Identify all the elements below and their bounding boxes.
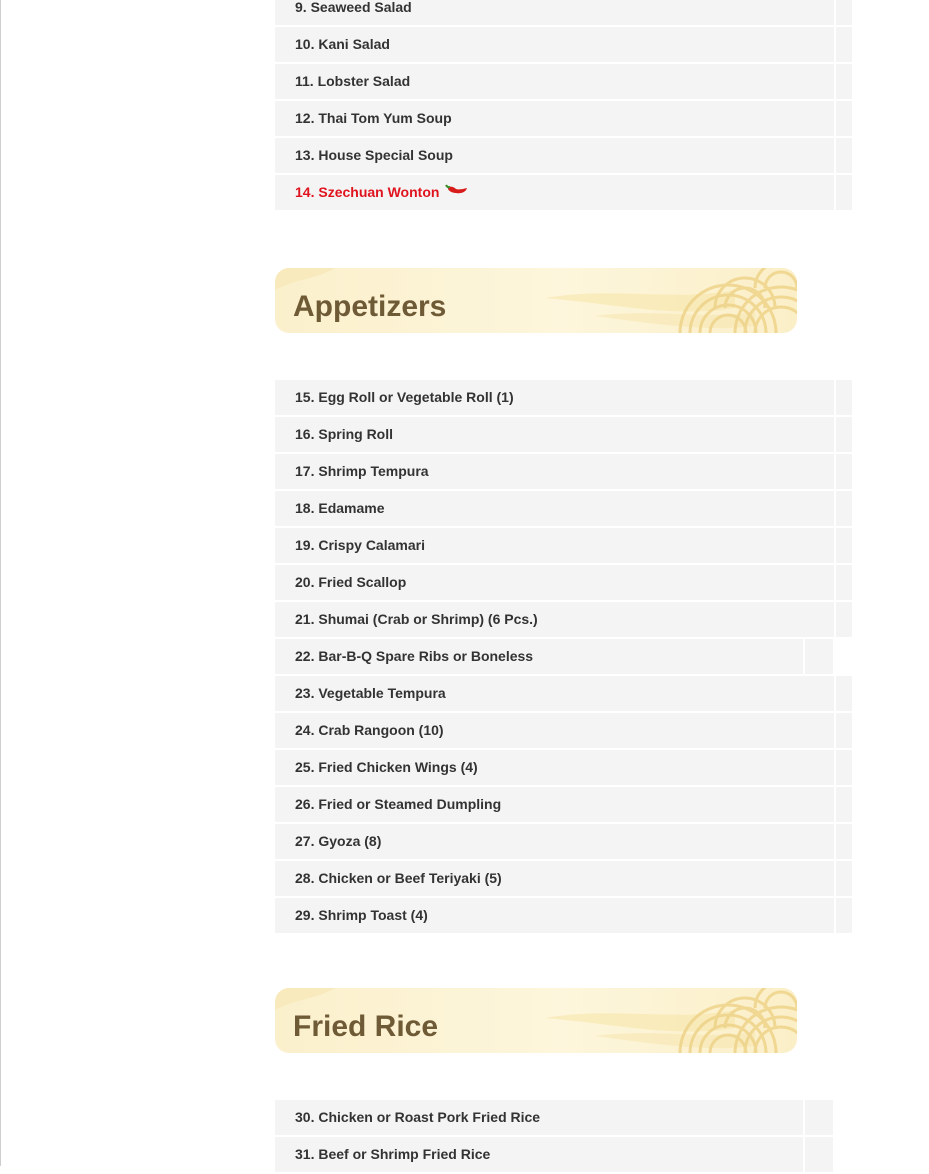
menu-item-price-cell xyxy=(836,175,852,210)
section-header-fried-rice xyxy=(275,988,797,1053)
menu-item-price-cell xyxy=(836,713,852,748)
menu-item-name: 12. Thai Tom Yum Soup xyxy=(275,101,834,136)
menu-item-price-cell xyxy=(836,491,852,526)
menu-item-price-cell xyxy=(836,64,852,99)
menu-item-price-cell xyxy=(836,138,852,173)
menu-item-name: 27. Gyoza (8) xyxy=(275,824,834,859)
menu-item-name: 10. Kani Salad xyxy=(275,27,834,62)
menu-item-name: 24. Crab Rangoon (10) xyxy=(275,713,834,748)
section-title-appetizers: Appetizers xyxy=(293,290,447,323)
menu-item-label: 14. Szechuan Wonton xyxy=(295,184,440,200)
menu-item-name: 22. Bar-B-Q Spare Ribs or Boneless xyxy=(275,639,803,674)
section-title-fried-rice: Fried Rice xyxy=(293,1010,439,1043)
menu-item-name: 26. Fried or Steamed Dumpling xyxy=(275,787,834,822)
menu-item-name: 15. Egg Roll or Vegetable Roll (1) xyxy=(275,380,834,415)
menu-item-price-cell xyxy=(836,0,852,25)
menu-item-name: 23. Vegetable Tempura xyxy=(275,676,834,711)
menu-item-name: 16. Spring Roll xyxy=(275,417,834,452)
menu-item-price-cell xyxy=(805,1137,833,1172)
menu-item-price-cell xyxy=(836,824,852,859)
menu-item-name: 30. Chicken or Roast Pork Fried Rice xyxy=(275,1100,803,1135)
menu-item-name: 21. Shumai (Crab or Shrimp) (6 Pcs.) xyxy=(275,602,834,637)
menu-item-price-cell xyxy=(836,101,852,136)
menu-item-name: 17. Shrimp Tempura xyxy=(275,454,834,489)
page-left-border xyxy=(0,0,1,1166)
menu-item-price-cell xyxy=(836,27,852,62)
menu-item-name: 28. Chicken or Beef Teriyaki (5) xyxy=(275,861,834,896)
menu-item-name: 9. Seaweed Salad xyxy=(275,0,834,25)
menu-item-name: 19. Crispy Calamari xyxy=(275,528,834,563)
chili-pepper-icon xyxy=(445,174,469,209)
menu-item-price-cell xyxy=(836,676,852,711)
menu-item-name: 31. Beef or Shrimp Fried Rice xyxy=(275,1137,803,1172)
menu-item-price-cell xyxy=(836,454,852,489)
menu-item-price-cell xyxy=(836,898,852,933)
menu-item-price-cell xyxy=(805,639,833,674)
menu-item-price-cell xyxy=(836,417,852,452)
menu-item-name-spicy xyxy=(275,175,834,210)
menu-item-price-cell xyxy=(836,602,852,637)
menu-item-price-cell xyxy=(836,380,852,415)
menu-item-price-cell xyxy=(836,750,852,785)
menu-item-price-cell xyxy=(805,1100,833,1135)
menu-item-name: 29. Shrimp Toast (4) xyxy=(275,898,834,933)
menu-item-name: 20. Fried Scallop xyxy=(275,565,834,600)
section-header-appetizers xyxy=(275,268,797,333)
menu-item-name: 25. Fried Chicken Wings (4) xyxy=(275,750,834,785)
menu-item-name: 11. Lobster Salad xyxy=(275,64,834,99)
menu-item-price-cell xyxy=(836,861,852,896)
menu-item-price-cell xyxy=(836,528,852,563)
menu-item-price-cell xyxy=(836,787,852,822)
menu-item-name: 13. House Special Soup xyxy=(275,138,834,173)
menu-item-name: 18. Edamame xyxy=(275,491,834,526)
menu-item-price-cell xyxy=(836,565,852,600)
